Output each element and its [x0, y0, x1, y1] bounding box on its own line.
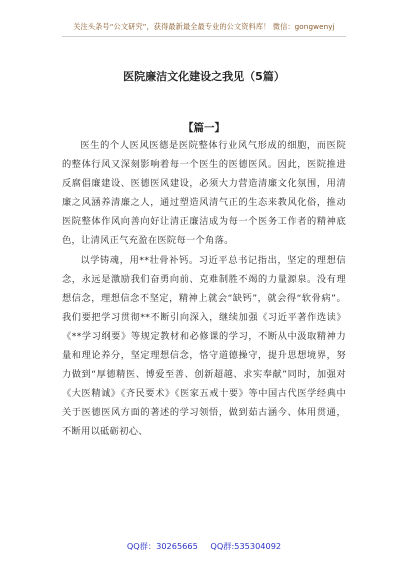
body-text	[62, 136, 346, 442]
header-promo-note: 关注头条号“公文研究”，获得最新最全最专业的公文资料库！ 微信：gongwenyj	[73, 22, 335, 31]
paragraph-1: 医生的个人医风医德是医院整体行业风气形成的细胞，而医院的整体行风又深刻影响着每一个医生的医德医风。因此，医院推进反腐倡廉建设、医德医风建设，必须大力营造清廉文化氛围，用清廉之风涵养清廉之人，通过塑造风清气正的生态来教风化俗，推动医院整体作风向善向好让清正廉洁成为每一个医务工作者的精神底色，让清风正气充盈在医院每一个角落。	[62, 140, 346, 247]
paragraph-2: 以学铸魂，用**壮骨补钙。习近平总书记指出，坚定的理想信念，永远是激励我们奋勇向前、克难制胜不竭的力量源泉。没有理想信念，理想信念不坚定，精神上就会“缺钙”，就会得“软骨病”。我们要把学习贯彻**不断引向深入，继续加强《习近平著作选读》《**学习纲要》等规定教材和必修课的学习，不断从中汲取精神力量和理论养分，坚定理想信念，恪守道德操守，提升思想境界，努力做到“厚德精医、博爱至善、创新超越、求实奉献”同时，加强对《大医精诚》《齐民要术》《医家五戒十要》等中国古代医学经典中关于医德医风方面的著述的学习领悟，做到茹古涵今、体用贯通，不断用以砥砺初心、	[62, 254, 346, 438]
section-heading: 【篇一】	[183, 122, 225, 134]
footer-contact	[0, 541, 408, 552]
footer-qq-group-2: QQ群:535304092	[210, 541, 282, 551]
document-title: 医院廉洁文化建设之我见（5篇）	[123, 70, 285, 83]
header-divider	[62, 36, 346, 37]
footer-qq-group-1: QQ群：30265665	[126, 541, 198, 551]
